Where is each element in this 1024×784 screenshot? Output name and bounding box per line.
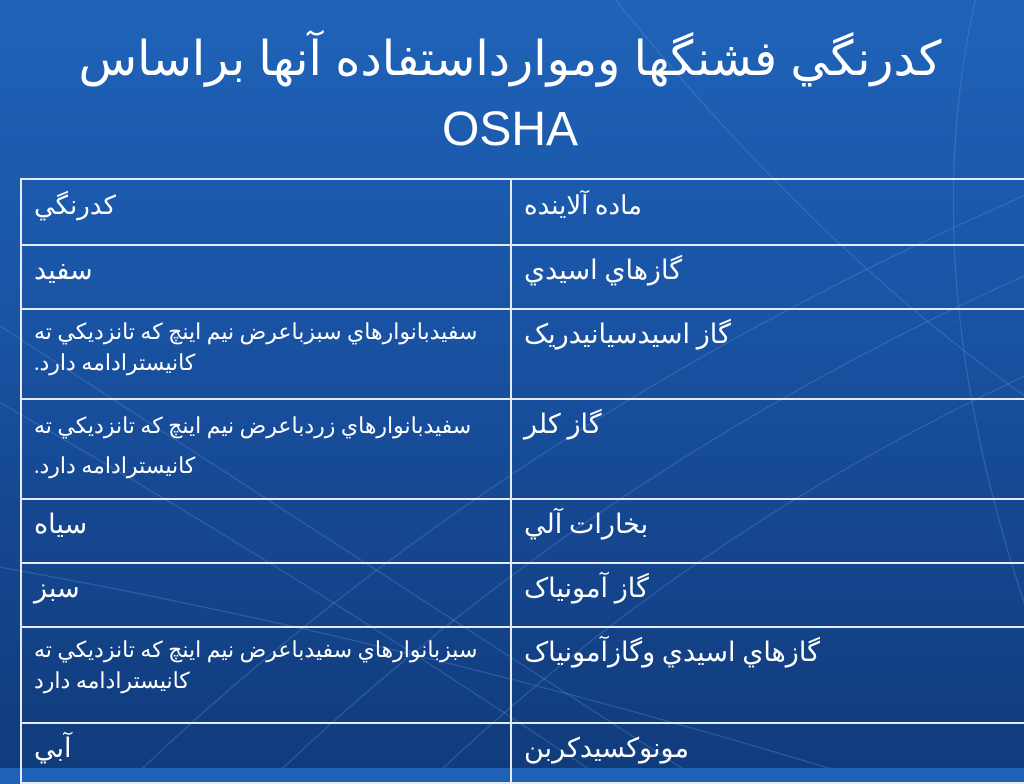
cell-color: سبزبانوارهاي سفيدباعرض نيم اينچ كه تانزديكي ته كانيسترادامه دارد (21, 627, 511, 723)
cell-material: گاز اسيدسيانيدريک (511, 309, 1024, 399)
table-row (21, 627, 1024, 723)
cell-color: سفيدبانوارهاي سبزباعرض نيم اينچ كه تانزديكي ته كانيسترادامه دارد. (21, 309, 511, 399)
table-row (21, 723, 1024, 783)
slide-title-line-2: OSHA (441, 103, 579, 156)
header-color-code: كدرنگي (21, 179, 511, 245)
cell-material: گاز كلر (511, 399, 1024, 499)
cell-material: گازهاي اسيدي (511, 245, 1024, 309)
cell-color: سفيدبانوارهاي زردباعرض نيم اينچ كه تانزديكي ته كانيسترادامه دارد. (21, 399, 511, 499)
cell-color: آبي (21, 723, 511, 783)
table-header-row (21, 179, 1024, 245)
cell-color: سياه (21, 499, 511, 563)
table-row (21, 563, 1024, 627)
cell-material: بخارات آلي (511, 499, 1024, 563)
slide-title-line-1: كدرنگي فشنگها وموارداستفاده آنها براساس (78, 33, 942, 86)
header-material: ماده آلاينده (511, 179, 1024, 245)
table-row (21, 399, 1024, 499)
cell-color: سبز (21, 563, 511, 627)
cell-color: سفيد (21, 245, 511, 309)
table-row (21, 309, 1024, 399)
table-row (21, 245, 1024, 309)
table-row (21, 499, 1024, 563)
cell-material: مونوكسيدكربن (511, 723, 1024, 783)
cell-material: گاز آمونياک (511, 563, 1024, 627)
cell-material: گازهاي اسيدي وگازآمونياک (511, 627, 1024, 723)
color-code-table (20, 178, 1024, 784)
